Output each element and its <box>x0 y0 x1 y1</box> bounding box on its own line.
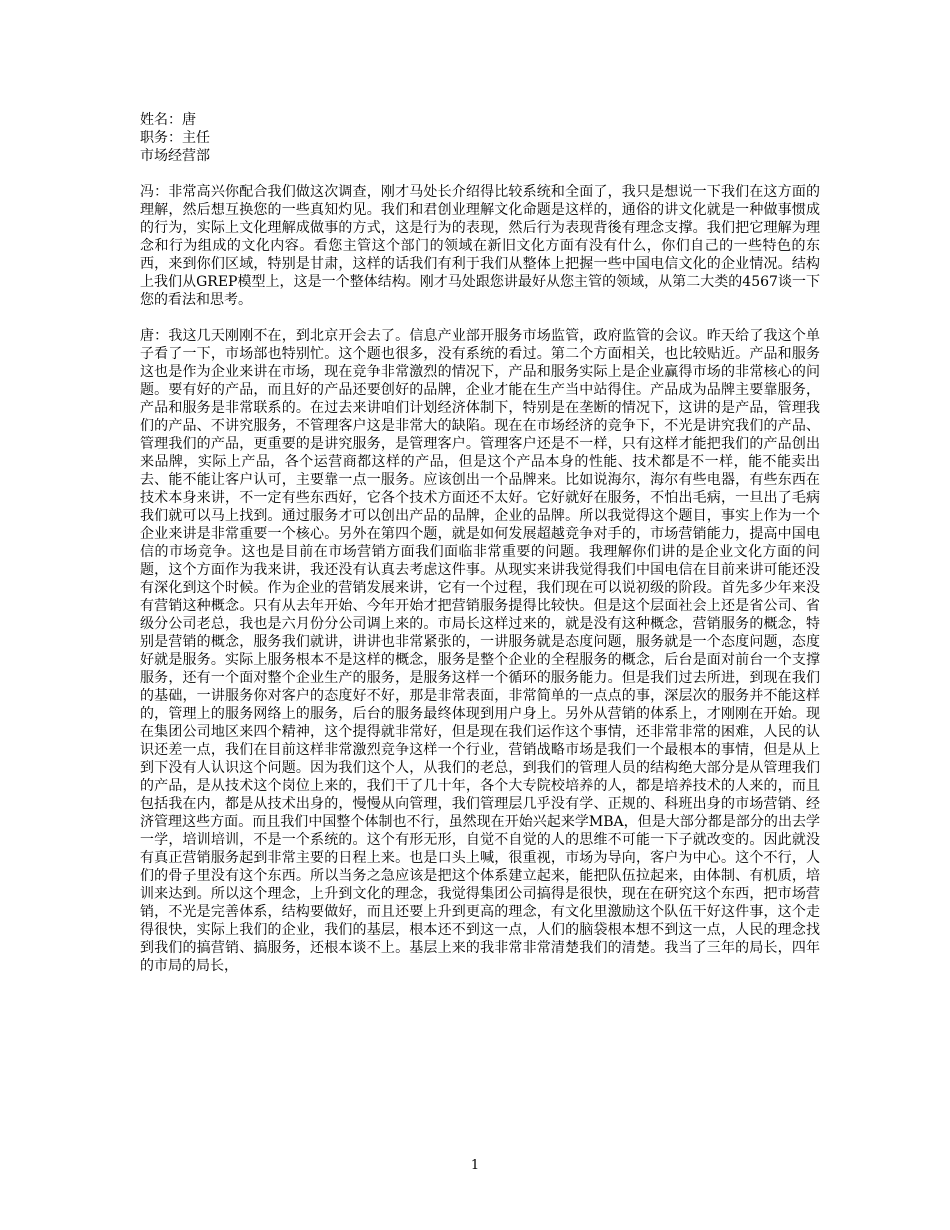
interviewee-position: 职务：主任 <box>140 130 210 146</box>
interviewee-department: 市场经营部 <box>140 148 210 164</box>
document-page <box>140 111 820 993</box>
interviewee-name: 姓名：唐 <box>140 112 196 128</box>
page-number: 1 <box>470 1158 480 1173</box>
interviewee-paragraph: 唐：我这几天刚刚不在，到北京开会去了。信息产业部开服务市场监管，政府监管的会议。昨天给了我这个单子看了一下，市场部也特别忙。这个题也很多，没有系统的看过。第二个方面相关，也比较贴近。产品和服务这也是作为企业来讲在市场，现在竞争非常激烈的情况下，产品和服务实际上是企业赢得市场的非常核心的问题。要有好的产品，而且好的产品还要创好的品牌，企业才能在生产当中站得住。产品成为品牌主要靠服务，产品和服务是非常联系的。在过去来讲咱们计划经济体制下，特别是在垄断的情况下，这讲的是产品，管理我们的产品、不讲究服务，不管理客户这是非常大的缺陷。现在在市场经济的竞争下，不光是讲究我们的产品、管理我们的产品，更重要的是讲究服务，是管理客户。管理客户还是不一样，只有这样才能把我们的产品创出来品牌，实际上产品，各个运营商都这样的产品，但是这个产品本身的性能、技术都是不一样，能不能卖出去、能不能让客户认可，主要靠一点一服务。应该创出一个品牌来。比如说海尔，海尔有些电器，有些东西在技术本身来讲，不一定有些东西好，它各个技术方面还不太好。它好就好在服务，不怕出毛病，一旦出了毛病我们就可以马上找到。通过服务才可以创出产品的品牌，企业的品牌。所以我觉得这个题目，事实上作为一个企业来讲是非常重要一个核心。另外在第四个题，就是如何发展超越竞争对手的，市场营销能力，提高中国电信的市场竞争。这也是目前在市场营销方面我们面临非常重要的问题。我理解你们讲的是企业文化方面的问题，这个方面作为我来讲，我还没有认真去考虑这件事。从现实来讲我觉得我们中国电信在目前来讲可能还没有深化到这个时候。作为企业的营销发展来讲，它有一个过程，我们现在可以说初级的阶段。首先多少年来没有营销这种概念。只有从去年开始、今年开始才把营销服务提得比较快。但是这个层面社会上还是省公司、省级分公司老总，我也是六月份分公司调上来的。市局长这样过来的，就是没有这种概念，营销服务的概念，特别是营销的概念，服务我们就讲，讲讲也非常紧张的，一讲服务就是态度问题，服务就是一个态度问题，态度好就是服务。实际上服务根本不是这样的概念，服务是整个企业的全程服务的概念，后台是面对前台一个支撑服务，还有一个面对整个企业生产的服务，是服务这样一个循环的服务能力。但是我们过去所进，到现在我们的基础，一讲服务你对客户的态度好不好，那是非常表面，非常简单的一点点的事，深层次的服务并不能这样的，管理上的服务网络上的服务，后台的服务最终体现到用户身上。另外从营销的体系上，才刚刚在开始。现在集团公司地区来四个精神，这个提得就非常好，但是现在我们运作这个事情，还非常非常的困难，人民的认识还差一点，我们在目前这样非常激烈竞争这样一个行业，营销战略市场是我们一个最根本的事情，但是从上到下没有人认识这个问题。因为我们这个人，从我们的老总，到我们的管理人员的结构绝大部分是从管理我们的产品，是从技术这个岗位上来的，我们干了几十年，各个大专院校培养的人，都是培养技术的人来的，而且包括我在内，都是从技术出身的，慢慢从向管理，我们管理层几乎没有学、正规的、科班出身的市场营销、经济管理这些方面。而且我们中国整个体制也不行，虽然现在开始兴起来学MBA，但是大部分都是部分的出去学一学，培训培训，不是一个系统的。这个有形无形，自觉不自觉的人的思维不可能一下子就改变的。因此就没有真正营销服务起到非常主要的日程上来。也是口头上喊，很重视，市场为导向，客户为中心。这个不行，人们的骨子里没有这个东西。所以当务之急应该是把这个体系建立起来，能把队伍拉起来，由体制、有机质，培训来达到。所以这个理念，上升到文化的理念，我觉得集团公司搞得是很快，现在在研究这个东西，把市场营销，不光是完善体系，结构要做好，而且还要上升到更高的理念，有文化里激励这个队伍干好这件事，这个走得很快，实际上我们的企业，我们的基层，根本还不到这一点，人们的脑袋根本想不到这一点，人民的理念找到我们的搞营销、搞服务，还根本谈不上。基层上来的我非常非常清楚我们的清楚。我当了三年的局长，四年的市局的局长， <box>140 328 820 974</box>
interviewer-paragraph: 冯：非常高兴你配合我们做这次调查，刚才马处长介绍得比较系统和全面了，我只是想说一下我们在这方面的理解，然后想互换您的一些真知灼见。我们和君创业理解文化命题是这样的，通俗的讲文化就是一种做事惯成的行为，实际上文化理解成做事的方式，这是行为的表现，然后行为表现背後有理念支撑。我们把它理解为理念和行为组成的文化内容。看您主管这个部门的领域在新旧文化方面有没有什么，你们自己的一些特色的东西，来到你们区域，特别是甘肃，这样的话我们有利于我们从整体上把握一些中国电信文化的企业情况。结构上我们从GREP模型上，这是一个整体结构。刚才马处跟您讲最好从您主管的领域，从第二大类的4567谈一下您的看法和思考。 <box>140 184 820 308</box>
interviewee-header <box>140 111 820 165</box>
